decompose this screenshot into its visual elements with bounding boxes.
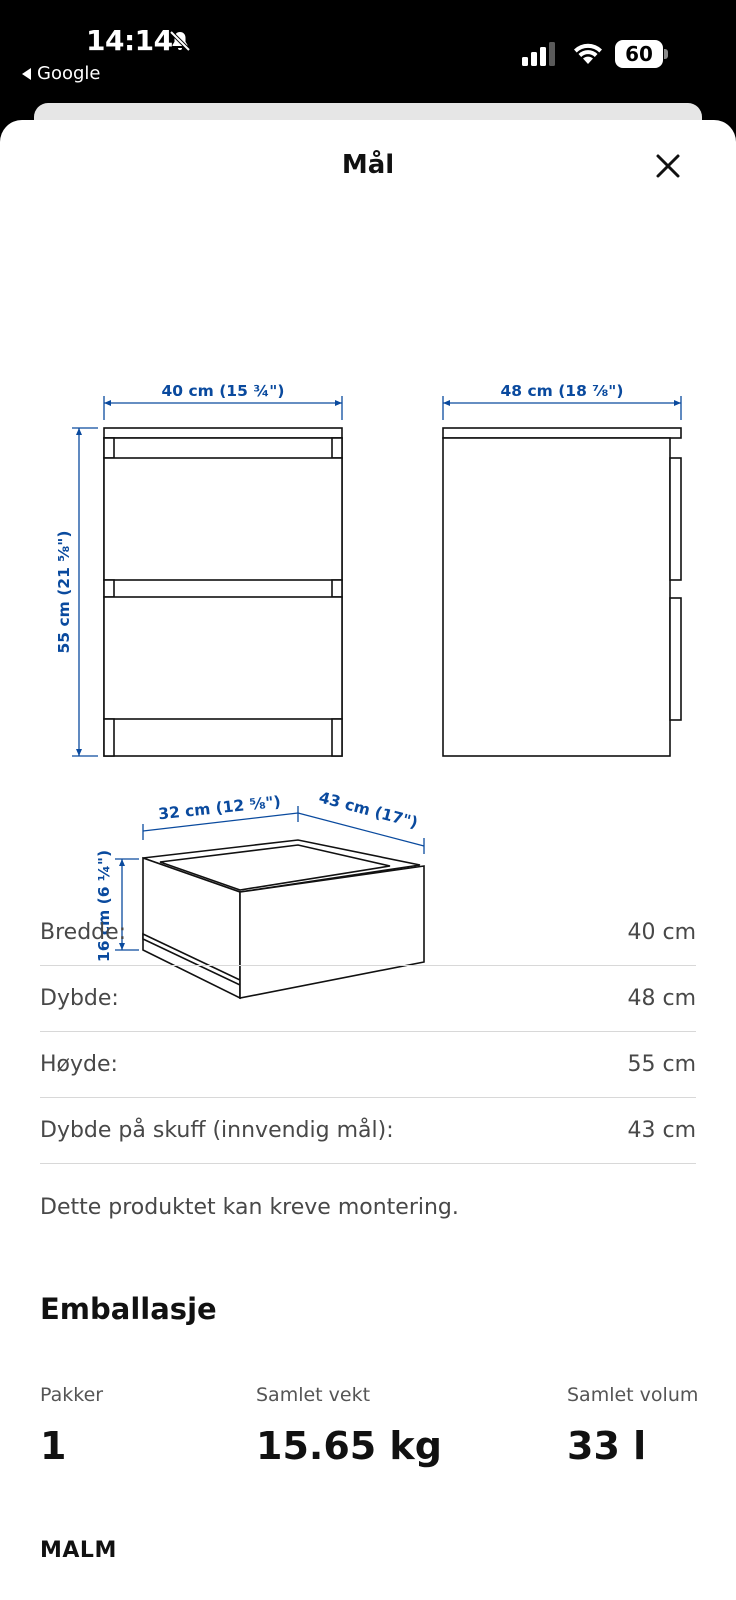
spec-label: Bredde: (40, 920, 127, 945)
spec-value: 55 cm (627, 1052, 696, 1077)
dimensions-table (40, 900, 696, 1164)
spec-row-drawer-depth (40, 1098, 696, 1164)
drawer-width-label: 32 cm (12 ⅝") (157, 792, 282, 824)
drawer-height-label: 16 cm (6 ¼") (95, 849, 113, 963)
back-arrow-icon (22, 68, 31, 80)
weight-value: 15.65 kg (256, 1424, 442, 1468)
side-depth-label: 48 cm (18 ⅞") (500, 382, 624, 400)
height-label: 55 cm (21 ⅝") (55, 530, 73, 654)
status-time: 14:14 (86, 24, 173, 57)
bell-slash-icon (168, 29, 192, 53)
status-bar (0, 0, 736, 110)
wifi-icon (572, 40, 604, 66)
close-button[interactable] (648, 146, 688, 186)
front-view-drawing (104, 428, 342, 756)
packaging-title: Emballasje (40, 1292, 217, 1326)
sheet-title: Mål (341, 150, 395, 180)
spec-value: 43 cm (627, 1118, 696, 1143)
spec-row-height (40, 1032, 696, 1098)
back-to-google-link[interactable] (22, 63, 100, 84)
spec-value: 40 cm (627, 920, 696, 945)
packages-label: Pakker (40, 1384, 104, 1406)
spec-row-width (40, 900, 696, 966)
product-name: MALM (40, 1538, 117, 1563)
spec-label: Dybde på skuff (innvendig mål): (40, 1118, 394, 1143)
front-width-label: 40 cm (15 ¾") (161, 382, 285, 400)
spec-value: 48 cm (627, 986, 696, 1011)
weight-label: Samlet vekt (256, 1384, 371, 1406)
spec-label: Høyde: (40, 1052, 118, 1077)
battery-level: 60 (625, 42, 653, 66)
packages-value: 1 (40, 1424, 67, 1468)
volume-stat (567, 1384, 698, 1468)
volume-value: 33 l (567, 1424, 647, 1468)
dimensions-sheet (0, 120, 736, 1600)
weight-stat (256, 1384, 442, 1468)
packages-stat (40, 1384, 103, 1468)
spec-row-depth (40, 966, 696, 1032)
close-icon (655, 153, 681, 179)
battery-icon (615, 40, 667, 68)
back-app-label: Google (37, 63, 101, 84)
assembly-note: Dette produktet kan kreve montering. (40, 1195, 459, 1220)
drawer-depth-label: 43 cm (17") (316, 788, 420, 833)
side-view-drawing (443, 428, 681, 756)
spec-label: Dybde: (40, 986, 119, 1011)
volume-label: Samlet volum (567, 1384, 699, 1406)
cellular-signal-icon (522, 42, 558, 66)
